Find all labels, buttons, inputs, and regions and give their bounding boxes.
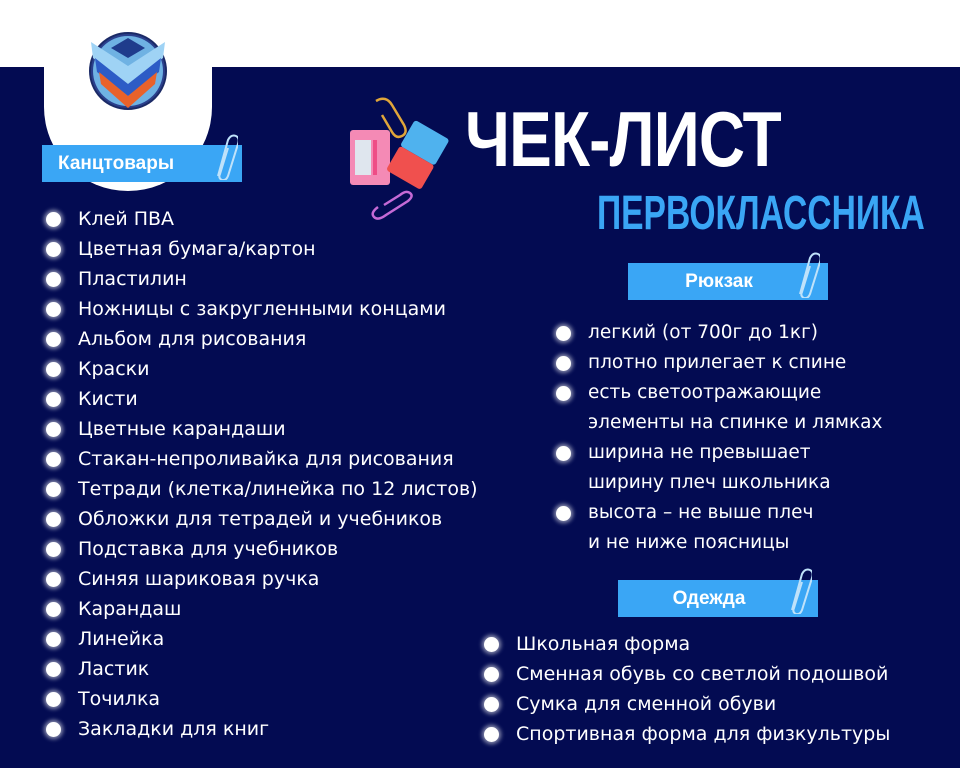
bullet-icon (556, 506, 571, 521)
list-item: высота – не выше плеч (556, 498, 882, 528)
list-item: Синяя шариковая ручка (46, 564, 478, 594)
bullet-icon (46, 212, 61, 227)
bullet-icon (484, 637, 499, 652)
bullet-icon (46, 722, 61, 737)
backpack-list (556, 318, 882, 558)
paperclip-icon (784, 566, 812, 614)
list-item-continuation: и не ниже поясницы (588, 532, 790, 553)
stationery-decoration-icon (340, 95, 455, 220)
bullet-icon (46, 272, 61, 287)
section-label-text: Рюкзак (685, 270, 753, 292)
list-item: плотно прилегает к спине (556, 348, 882, 378)
bullet-icon (46, 542, 61, 557)
list-item: Клей ПВА (46, 204, 478, 234)
bullet-icon (46, 572, 61, 587)
list-item-continuation: ширину плеч школьника (588, 472, 831, 493)
list-item: Стакан-непроливайка для рисования (46, 444, 478, 474)
bullet-icon (484, 667, 499, 682)
list-item: Краски (46, 354, 478, 384)
paperclip-icon (210, 132, 238, 180)
list-item: Кисти (46, 384, 478, 414)
title-main: ЧЕК-ЛИСТ (465, 95, 781, 183)
bullet-icon (46, 332, 61, 347)
bullet-icon (556, 386, 571, 401)
list-item: Обложки для тетрадей и учебников (46, 504, 478, 534)
list-item: Школьная форма (484, 629, 890, 659)
bullet-icon (46, 632, 61, 647)
bullet-icon (46, 602, 61, 617)
list-item: есть светоотражающие (556, 378, 882, 408)
paperclip-icon (792, 250, 820, 298)
section-label-text: Одежда (672, 587, 746, 609)
list-item-continuation: элементы на спинке и лямках (588, 412, 883, 433)
list-item: Спортивная форма для физкультуры (484, 719, 890, 749)
bullet-icon (46, 302, 61, 317)
list-item: ширина не превышает (556, 438, 882, 468)
title-sub: ПЕРВОКЛАССНИКА (597, 187, 925, 240)
list-item: Сумка для сменной обуви (484, 689, 890, 719)
section-label-text: Канцтовары (58, 152, 175, 174)
bullet-icon (556, 446, 571, 461)
bullet-icon (46, 242, 61, 257)
logo-icon (85, 28, 171, 114)
list-item: Ножницы с закругленными концами (46, 294, 478, 324)
bullet-icon (46, 362, 61, 377)
list-item: Цветная бумага/картон (46, 234, 478, 264)
list-item: Линейка (46, 624, 478, 654)
bullet-icon (484, 697, 499, 712)
bullet-icon (484, 727, 499, 742)
list-item: Цветные карандаши (46, 414, 478, 444)
stationery-list (46, 204, 478, 744)
bullet-icon (46, 422, 61, 437)
list-item: Сменная обувь со светлой подошвой (484, 659, 890, 689)
bullet-icon (46, 452, 61, 467)
list-item: Карандаш (46, 594, 478, 624)
list-item: Тетради (клетка/линейка по 12 листов) (46, 474, 478, 504)
bullet-icon (556, 326, 571, 341)
list-item: Пластилин (46, 264, 478, 294)
bullet-icon (46, 512, 61, 527)
list-item: Ластик (46, 654, 478, 684)
bullet-icon (46, 692, 61, 707)
bullet-icon (46, 482, 61, 497)
list-item: Точилка (46, 684, 478, 714)
bullet-icon (46, 392, 61, 407)
list-item: легкий (от 700г до 1кг) (556, 318, 882, 348)
clothing-list (484, 629, 890, 749)
list-item: Закладки для книг (46, 714, 478, 744)
list-item: Подставка для учебников (46, 534, 478, 564)
list-item: Альбом для рисования (46, 324, 478, 354)
bullet-icon (556, 356, 571, 371)
bullet-icon (46, 662, 61, 677)
